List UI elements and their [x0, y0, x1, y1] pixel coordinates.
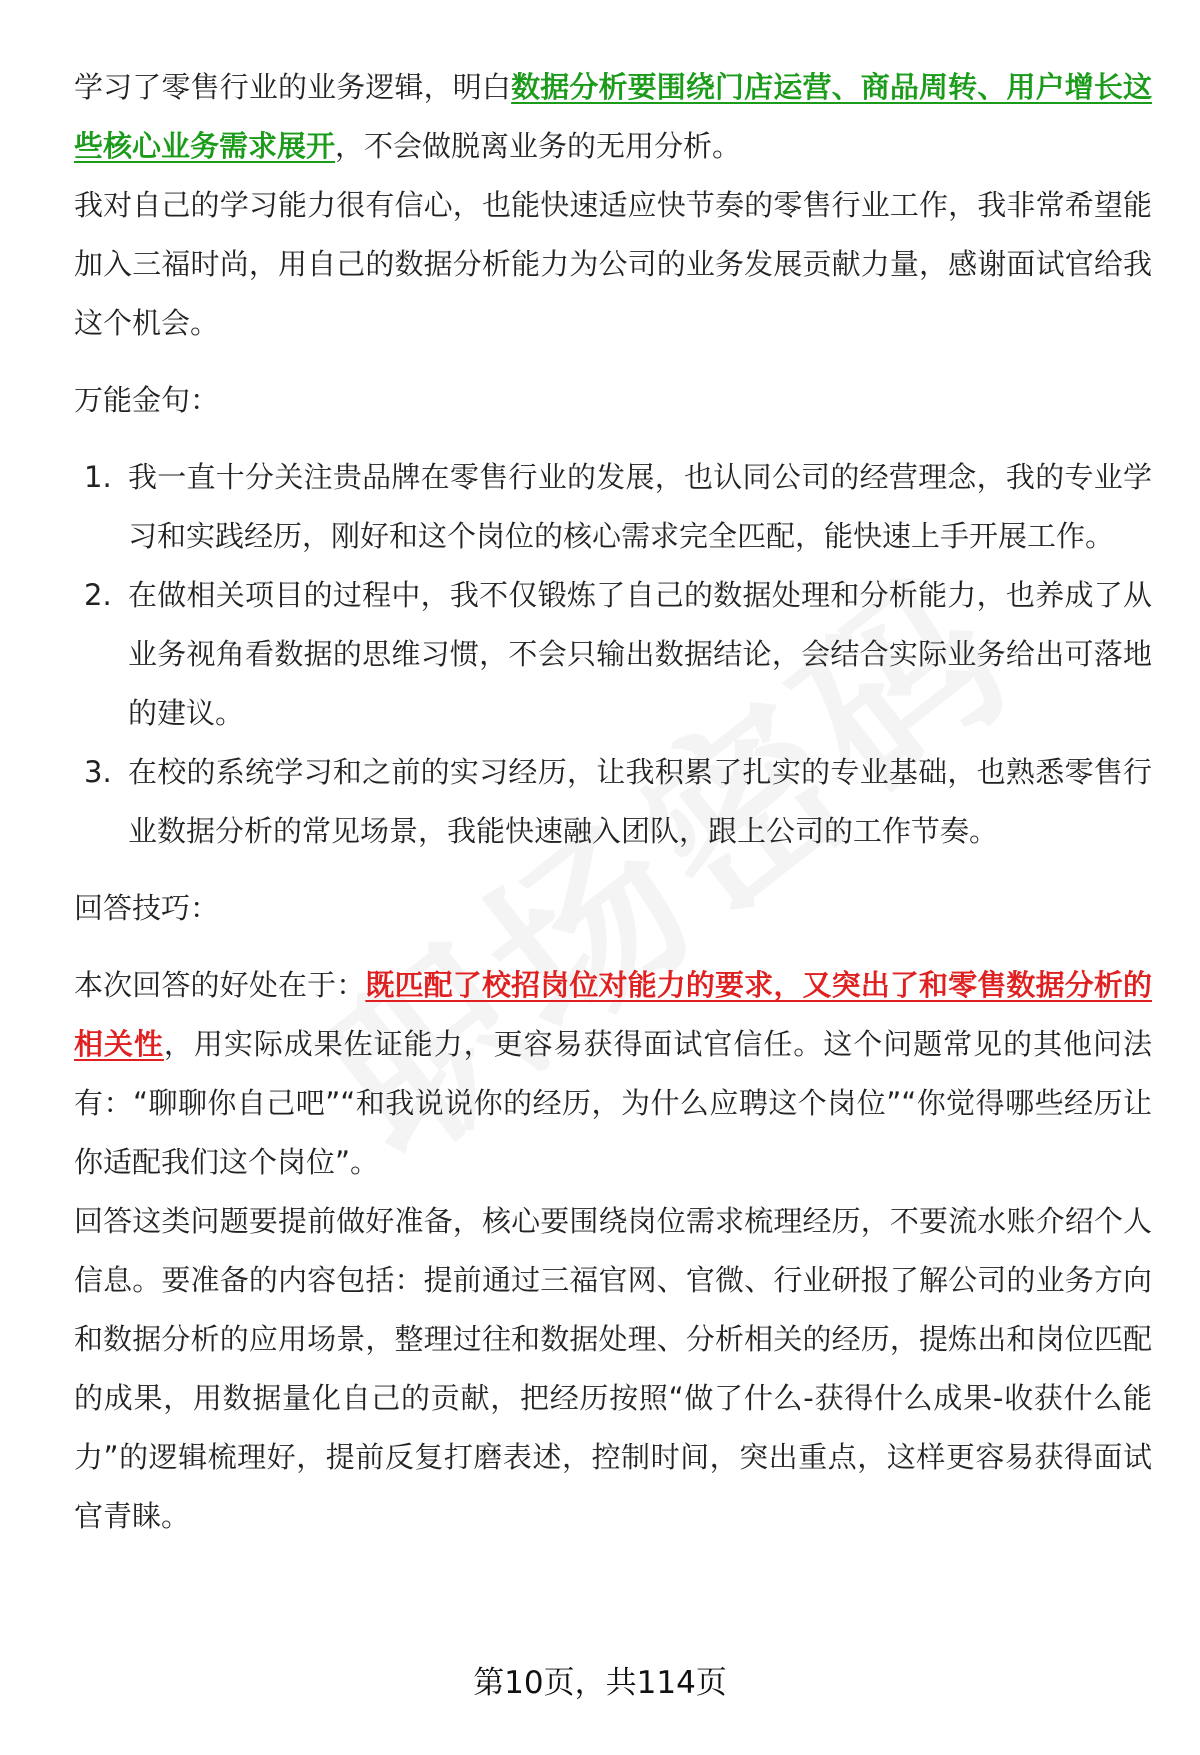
list-item-text: 在做相关项目的过程中，我不仅锻炼了自己的数据处理和分析能力，也养成了从业务视角看数据的思维习惯，不会只输出数据结论，会结合实际业务给出可落地的建议。 [128, 578, 1152, 730]
tips-text-b: ，用实际成果佐证能力，更容易获得面试官信任。这个问题常见的其他问法有：“聊聊你自己吧”“和我说说你的经历，为什么应聘这个岗位”“你觉得哪些经历让你适配我们这个岗位”。 [74, 1027, 1152, 1179]
phrases-heading: 万能金句： [74, 383, 220, 417]
list-item [74, 743, 1152, 861]
document-page [74, 58, 1152, 1546]
phrases-list [74, 448, 1152, 861]
list-item-number: 2. [84, 578, 112, 612]
list-item [74, 448, 1152, 566]
intro-text-b: ，不会做脱离业务的无用分析。 [335, 129, 742, 163]
list-item [74, 566, 1152, 743]
intro-green-highlight: 数据分析要围绕门店运营、商品周转、用户增长这些核心业务需求展开 [74, 70, 1152, 163]
list-item-number: 1. [84, 460, 112, 494]
tips-paragraph-2: 回答这类问题要提前做好准备，核心要围绕岗位需求梳理经历，不要流水账介绍个人信息。要准备的内容包括：提前通过三福官网、官微、行业研报了解公司的业务方向和数据分析的应用场景，整理过往和数据处理、分析相关的经历，提炼出和岗位匹配的成果，用数据量化自己的贡献，把经历按照“做了什么-获得什么成果-收获什么能力”的逻辑梳理好，提前反复打磨表述，控制时间，突出重点，这样更容易获得面试官青睐。 [74, 1204, 1152, 1533]
tips-heading: 回答技巧： [74, 891, 220, 925]
list-item-text: 在校的系统学习和之前的实习经历，让我积累了扎实的专业基础，也熟悉零售行业数据分析的常见场景，我能快速融入团队，跟上公司的工作节奏。 [128, 755, 1152, 848]
tips-paragraph-1 [74, 956, 1152, 1192]
intro-paragraph-1 [74, 58, 1152, 176]
intro-text-a: 学习了零售行业的业务逻辑，明白 [74, 70, 512, 104]
intro-paragraph-2: 我对自己的学习能力很有信心，也能快速适应快节奏的零售行业工作，我非常希望能加入三福时尚，用自己的数据分析能力为公司的业务发展贡献力量，感谢面试官给我这个机会。 [74, 188, 1152, 340]
list-item-number: 3. [84, 755, 112, 789]
list-item-text: 我一直十分关注贵品牌在零售行业的发展，也认同公司的经营理念，我的专业学习和实践经历，刚好和这个岗位的核心需求完全匹配，能快速上手开展工作。 [128, 460, 1152, 553]
tips-red-highlight: 既匹配了校招岗位对能力的要求，又突出了和零售数据分析的相关性 [74, 968, 1152, 1061]
page-number: 第10页，共114页 [473, 1665, 727, 1701]
tips-text-a: 本次回答的好处在于： [74, 968, 366, 1002]
